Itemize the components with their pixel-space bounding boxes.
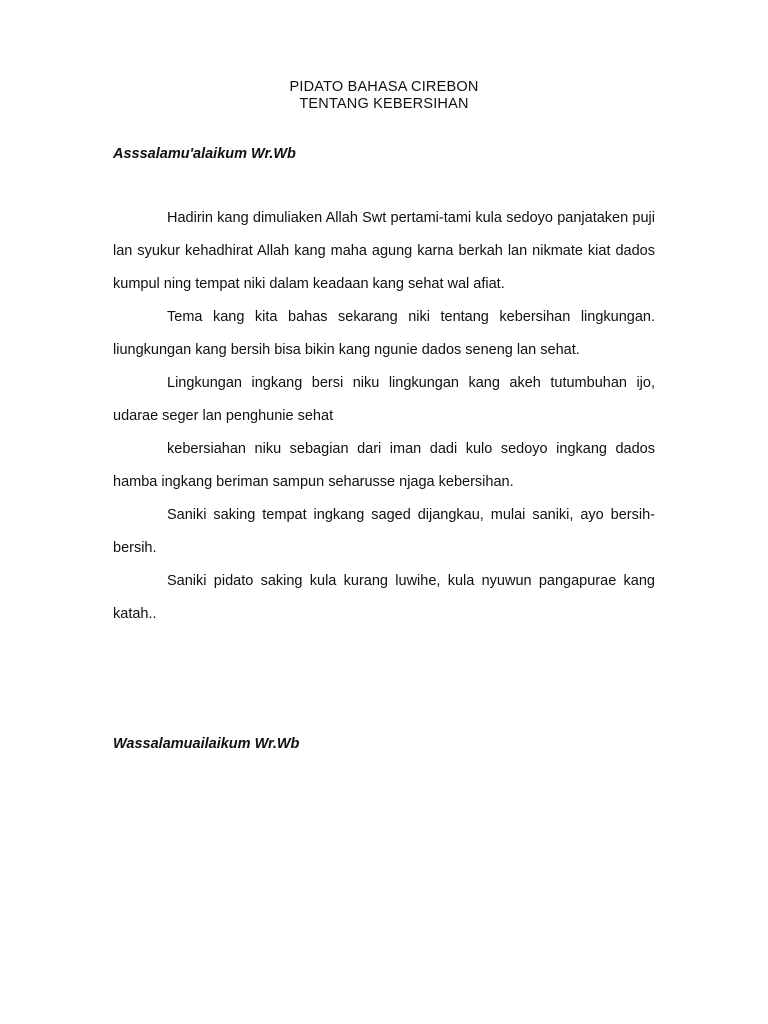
paragraph-call-to-action: Saniki saking tempat ingkang saged dijangkau, mulai saniki, ayo bersih-bersih. (113, 507, 655, 556)
paragraph-faith: kebersiahan niku sebagian dari iman dadi kulo sedoyo ingkang dados hamba ingkang beriman sampun seharusse njaga kebersihan. (113, 441, 655, 490)
document-title-line-1: PIDATO BAHASA CIREBON (289, 79, 479, 95)
paragraph-clean-environment: Lingkungan ingkang bersi niku lingkungan kang akeh tutumbuhan ijo, udarae seger lan penghunie sehat (113, 375, 655, 424)
paragraph-theme: Tema kang kita bahas sekarang niki tentang kebersihan lingkungan. liungkungan kang bersih bisa bikin kang ngunie dados seneng lan sehat. (113, 309, 655, 358)
paragraph-opening: Hadirin kang dimuliaken Allah Swt pertami-tami kula sedoyo panjataken puji lan syukur kehadhirat Allah kang maha agung karna berkah lan nikmate kiat dados kumpul ning tempat niki dalam keadaan kang sehat wal afiat. (113, 210, 655, 292)
closing-salutation: Wassalamuailaikum Wr.Wb (113, 736, 300, 752)
paragraph-closing-remarks: Saniki pidato saking kula kurang luwihe, kula nyuwun pangapurae kang katah.. (113, 573, 655, 622)
document-title-line-2: TENTANG KEBERSIHAN (299, 96, 469, 112)
speech-body (113, 202, 655, 631)
greeting: Asssalamu'alaikum Wr.Wb (113, 146, 296, 162)
